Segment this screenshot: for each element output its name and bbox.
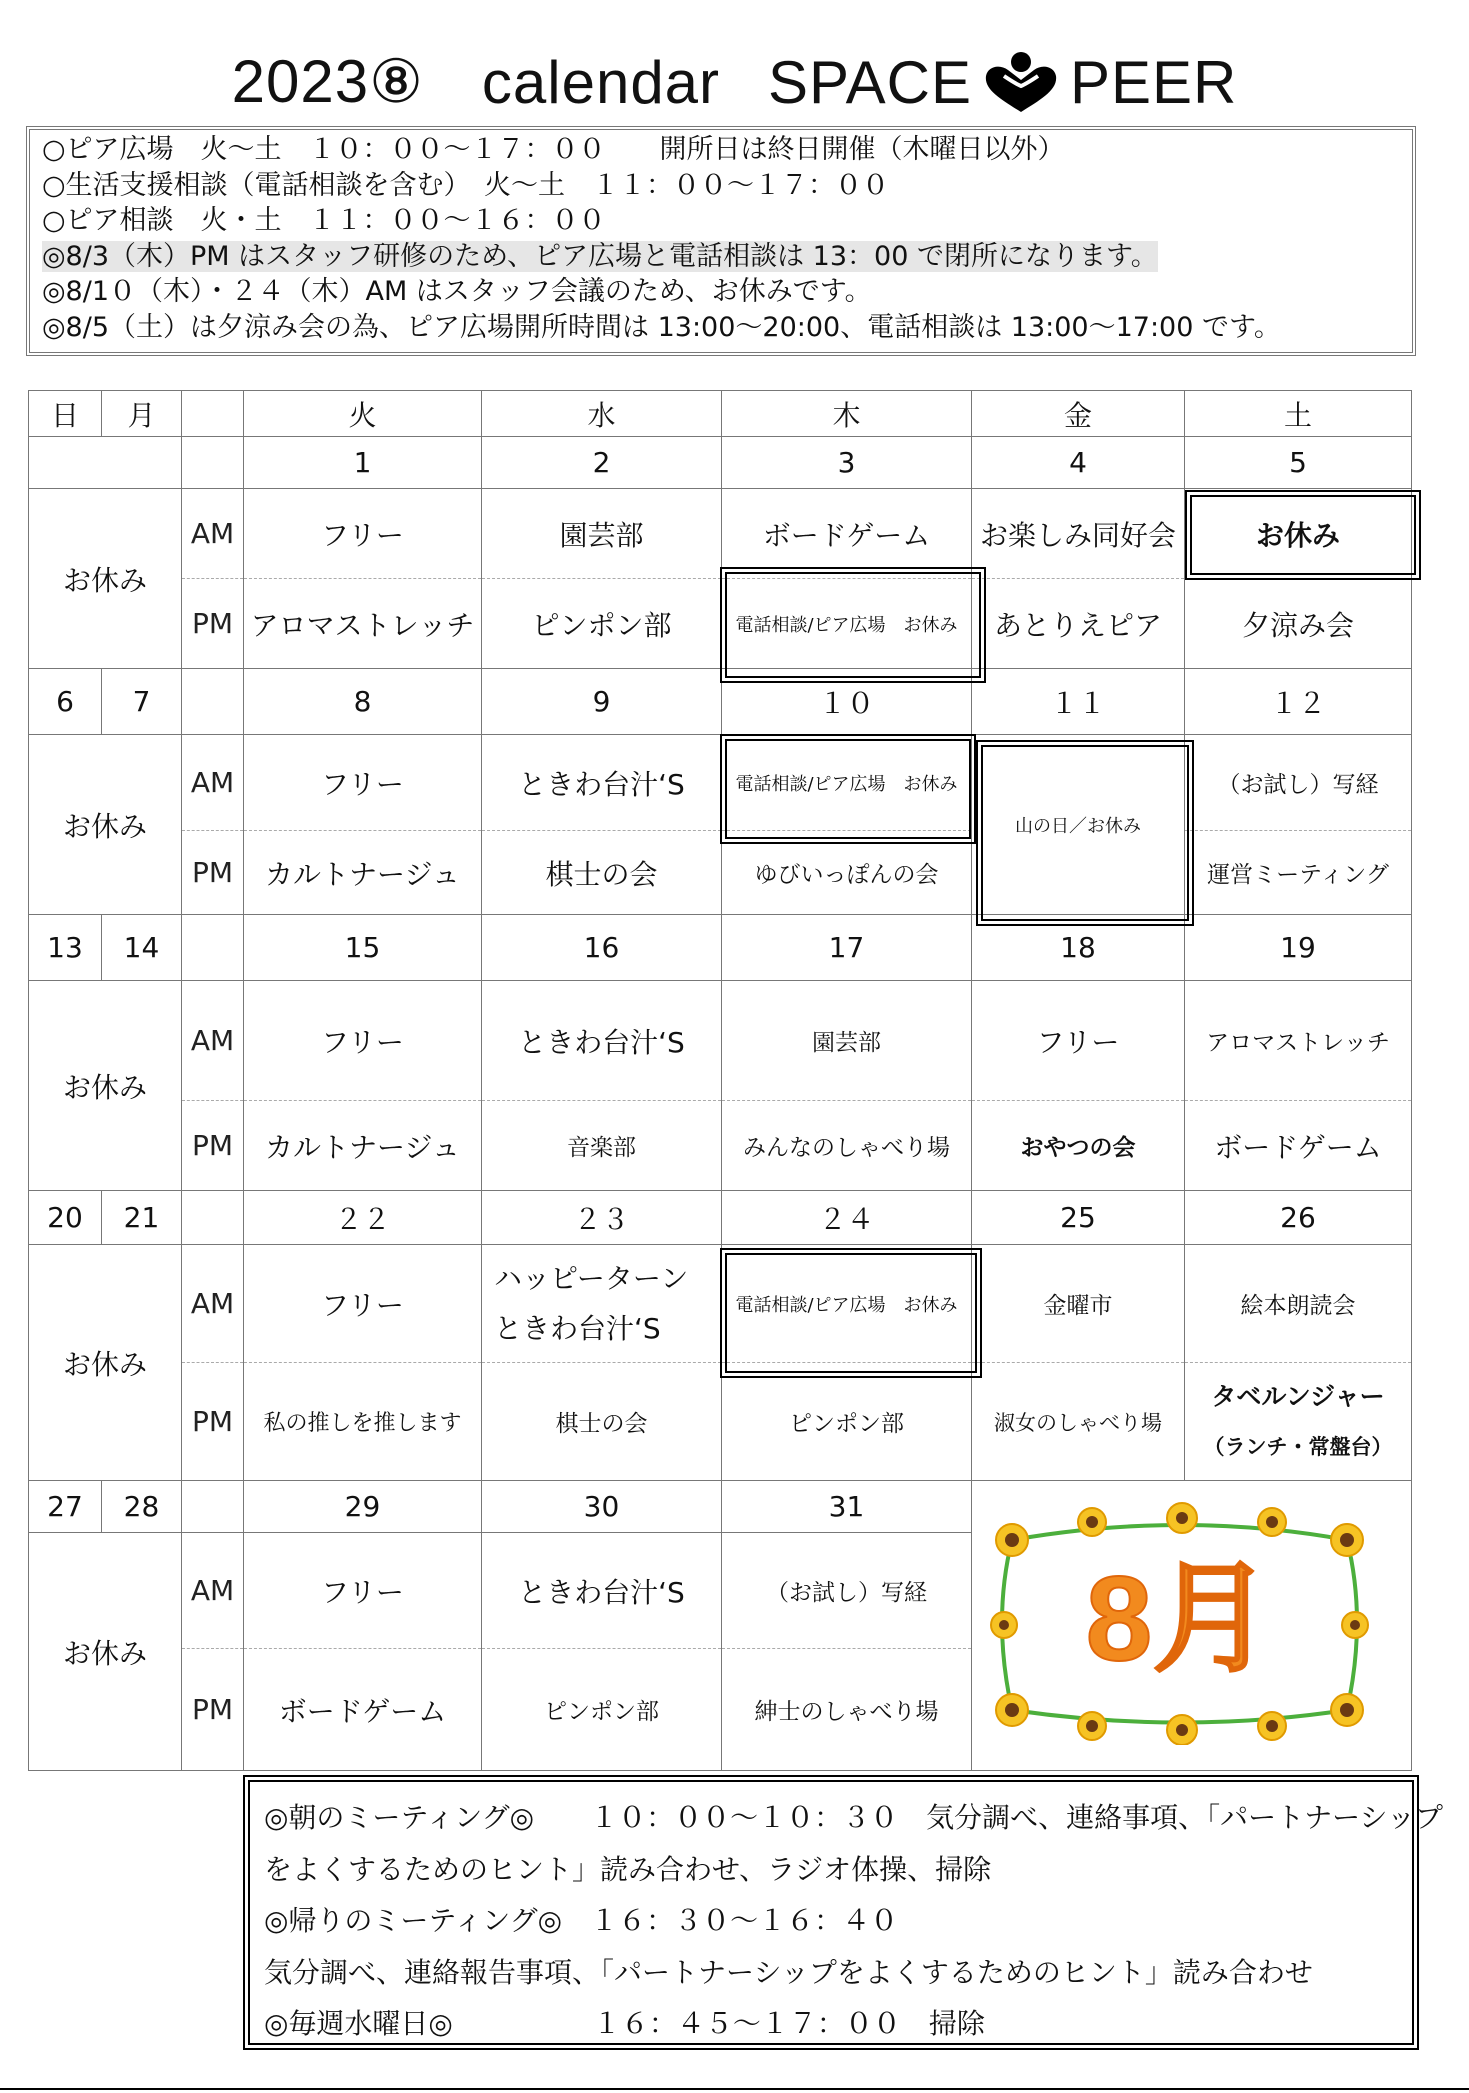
event-cell: ゆびいっぽんの会 — [722, 831, 972, 915]
month-badge-text: 8月 — [1085, 1552, 1273, 1686]
date-row — [29, 915, 1412, 981]
event-cell: ときわ台汁‘S — [482, 1533, 722, 1649]
weekday-wed: 水 — [482, 391, 722, 437]
date-cell: 29 — [244, 1481, 482, 1533]
event-line: ハッピーターン — [494, 1261, 689, 1295]
notice-line: ○ピア広場 火～土 １０：００～１７：００ 開所日は終日開催（木曜日以外） — [42, 134, 1065, 165]
date-cell: ２３ — [482, 1191, 722, 1245]
brand-right: PEER — [1070, 48, 1238, 116]
meeting-line: 気分調べ、連絡報告事項、「パートナーシップをよくするためのヒント」読み合わせ — [264, 1955, 1313, 1989]
bottom-rule — [0, 2088, 1469, 2090]
date-cell: 27 — [29, 1481, 102, 1533]
date-cell: ２２ — [244, 1191, 482, 1245]
event-cell: ときわ台汁‘S — [482, 981, 722, 1101]
pm-label: PM — [182, 1101, 244, 1191]
event-cell-holiday: 山の日／お休み — [972, 735, 1185, 915]
weekday-sat: 土 — [1185, 391, 1412, 437]
event-cell: ピンポン部 — [482, 1649, 722, 1771]
am-row — [29, 735, 1412, 831]
closed-cell: お休み — [29, 1533, 182, 1771]
pm-row — [29, 1101, 1412, 1191]
event-cell: ピンポン部 — [722, 1363, 972, 1481]
meeting-line: ◎帰りのミーティング◎ １６：３０～１６：４０ — [264, 1904, 899, 1937]
event-cell: 紳士のしゃべり場 — [722, 1649, 972, 1771]
date-cell: 31 — [722, 1481, 972, 1533]
meeting-line: ◎朝のミーティング◎ １０：００～１０：３０ 気分調べ、連絡事項、「パートナーシップ — [264, 1801, 1443, 1834]
pm-row — [29, 579, 1412, 669]
date-cell: 2 — [482, 437, 722, 489]
am-label: AM — [182, 1245, 244, 1363]
event-cell: 金曜市 — [972, 1245, 1185, 1363]
event-cell: 私の推しを推します — [244, 1363, 482, 1481]
event-cell: 電話相談/ピア広場 お休み — [722, 1245, 972, 1363]
pm-label: PM — [182, 1363, 244, 1481]
date-cell: 28 — [102, 1481, 182, 1533]
date-cell: 20 — [29, 1191, 102, 1245]
event-line: （ランチ・常盤台） — [1203, 1434, 1393, 1459]
title-word: calendar — [481, 48, 721, 116]
event-cell: （お試し）写経 — [722, 1533, 972, 1649]
date-cell: 30 — [482, 1481, 722, 1533]
event-cell: フリー — [244, 981, 482, 1101]
event-cell: 園芸部 — [722, 981, 972, 1101]
date-cell: 17 — [722, 915, 972, 981]
date-cell: 14 — [102, 915, 182, 981]
date-cell: 19 — [1185, 915, 1412, 981]
weekday-tue: 火 — [244, 391, 482, 437]
meeting-info-box — [243, 1775, 1443, 2050]
pm-label: PM — [182, 579, 244, 669]
event-cell: フリー — [244, 489, 482, 579]
am-label: AM — [182, 735, 244, 831]
event-cell: ボードゲーム — [1185, 1101, 1412, 1191]
am-row — [29, 489, 1412, 579]
event-line: ときわ台汁‘S — [494, 1311, 661, 1345]
notice-line-highlight: ◎8/3（木）PM はスタッフ研修のため、ピア広場と電話相談は 13：00 で閉所になります。 — [42, 240, 1158, 272]
weekday-header-row — [29, 391, 1412, 437]
event-cell: 園芸部 — [482, 489, 722, 579]
closed-cell: お休み — [29, 981, 182, 1191]
date-cell: １０ — [722, 669, 972, 735]
event-cell: ボードゲーム — [244, 1649, 482, 1771]
event-cell: あとりえピア — [972, 579, 1185, 669]
meeting-line: ◎毎週水曜日◎ １６：４５～１７：００ 掃除 — [264, 2007, 985, 2040]
weekday-fri: 金 — [972, 391, 1185, 437]
date-cell: 15 — [244, 915, 482, 981]
date-cell: 16 — [482, 915, 722, 981]
date-row — [29, 669, 1412, 735]
event-cell: みんなのしゃべり場 — [722, 1101, 972, 1191]
event-cell: カルトナージュ — [244, 1101, 482, 1191]
date-cell: 8 — [244, 669, 482, 735]
weekday-sun: 日 — [29, 391, 102, 437]
date-cell: 1 — [244, 437, 482, 489]
date-cell: 21 — [102, 1191, 182, 1245]
event-cell: フリー — [244, 1245, 482, 1363]
pm-label: PM — [182, 1649, 244, 1771]
date-cell: １２ — [1185, 669, 1412, 735]
event-cell: アロマストレッチ — [244, 579, 482, 669]
date-cell: 5 — [1185, 437, 1412, 489]
title-year: 2023⑧ — [231, 48, 424, 115]
event-cell: フリー — [972, 981, 1185, 1101]
event-cell: フリー — [244, 735, 482, 831]
event-cell — [482, 1245, 722, 1363]
event-cell: （お試し）写経 — [1185, 735, 1412, 831]
event-cell: 運営ミーティング — [1185, 831, 1412, 915]
date-cell: 25 — [972, 1191, 1185, 1245]
event-cell: ピンポン部 — [482, 579, 722, 669]
event-cell: 電話相談/ピア広場 お休み — [722, 735, 972, 831]
closed-cell: お休み — [29, 489, 182, 669]
event-cell: 棋士の会 — [482, 831, 722, 915]
event-cell: お休み — [1185, 489, 1412, 579]
date-row — [29, 1191, 1412, 1245]
am-row — [29, 981, 1412, 1101]
event-cell: カルトナージュ — [244, 831, 482, 915]
date-cell: 6 — [29, 669, 102, 735]
notice-line: ○生活支援相談（電話相談を含む） 火～土 １１：００～１７：００ — [42, 169, 890, 201]
am-label: AM — [182, 981, 244, 1101]
event-cell: アロマストレッチ — [1185, 981, 1412, 1101]
event-cell: 電話相談/ピア広場 お休み — [722, 579, 972, 669]
weekday-mon: 月 — [102, 391, 182, 437]
heart-logo-icon — [982, 50, 1060, 114]
event-cell: おやつの会 — [972, 1101, 1185, 1191]
date-cell: 26 — [1185, 1191, 1412, 1245]
pm-row — [29, 831, 1412, 915]
event-cell: ボードゲーム — [722, 489, 972, 579]
event-cell: お楽しみ同好会 — [972, 489, 1185, 579]
event-cell — [1185, 1363, 1412, 1481]
weekday-thu: 木 — [722, 391, 972, 437]
date-cell: 18 — [972, 915, 1185, 981]
event-cell: 淑女のしゃべり場 — [972, 1363, 1185, 1481]
brand-left: SPACE — [768, 48, 972, 116]
date-cell: 4 — [972, 437, 1185, 489]
date-cell: ２４ — [722, 1191, 972, 1245]
notice-line: ◎8/1０（木）・２４（木）AM はスタッフ会議のため、お休みです。 — [42, 276, 872, 308]
am-label: AM — [182, 489, 244, 579]
event-line: タベルンジャー — [1211, 1381, 1385, 1411]
event-cell: 絵本朗読会 — [1185, 1245, 1412, 1363]
closed-cell: お休み — [29, 1245, 182, 1481]
notice-line: ○ピア相談 火・土 １１：００～１６：００ — [42, 205, 606, 237]
date-row — [29, 437, 1412, 489]
event-cell: 棋士の会 — [482, 1363, 722, 1481]
date-cell: １１ — [972, 669, 1185, 735]
event-cell: 音楽部 — [482, 1101, 722, 1191]
pm-label: PM — [182, 831, 244, 915]
event-cell: 夕涼み会 — [1185, 579, 1412, 669]
date-cell: 13 — [29, 915, 102, 981]
date-cell: 7 — [102, 669, 182, 735]
date-cell: 3 — [722, 437, 972, 489]
closed-cell: お休み — [29, 735, 182, 915]
am-row — [29, 1245, 1412, 1363]
notice-box — [26, 126, 1416, 356]
event-cell: ときわ台汁‘S — [482, 735, 722, 831]
notice-line: ◎8/5（土）は夕涼み会の為、ピア広場開所時間は 13:00～20:00、電話相談は 13:00～17:00 です。 — [42, 311, 1281, 343]
event-cell: フリー — [244, 1533, 482, 1649]
august-badge — [982, 1500, 1377, 1745]
pm-row — [29, 1363, 1412, 1481]
am-label: AM — [182, 1533, 244, 1649]
meeting-line: をよくするためのヒント」読み合わせ、ラジオ体操、掃除 — [264, 1852, 992, 1886]
page-title — [0, 42, 1469, 122]
date-cell: 9 — [482, 669, 722, 735]
